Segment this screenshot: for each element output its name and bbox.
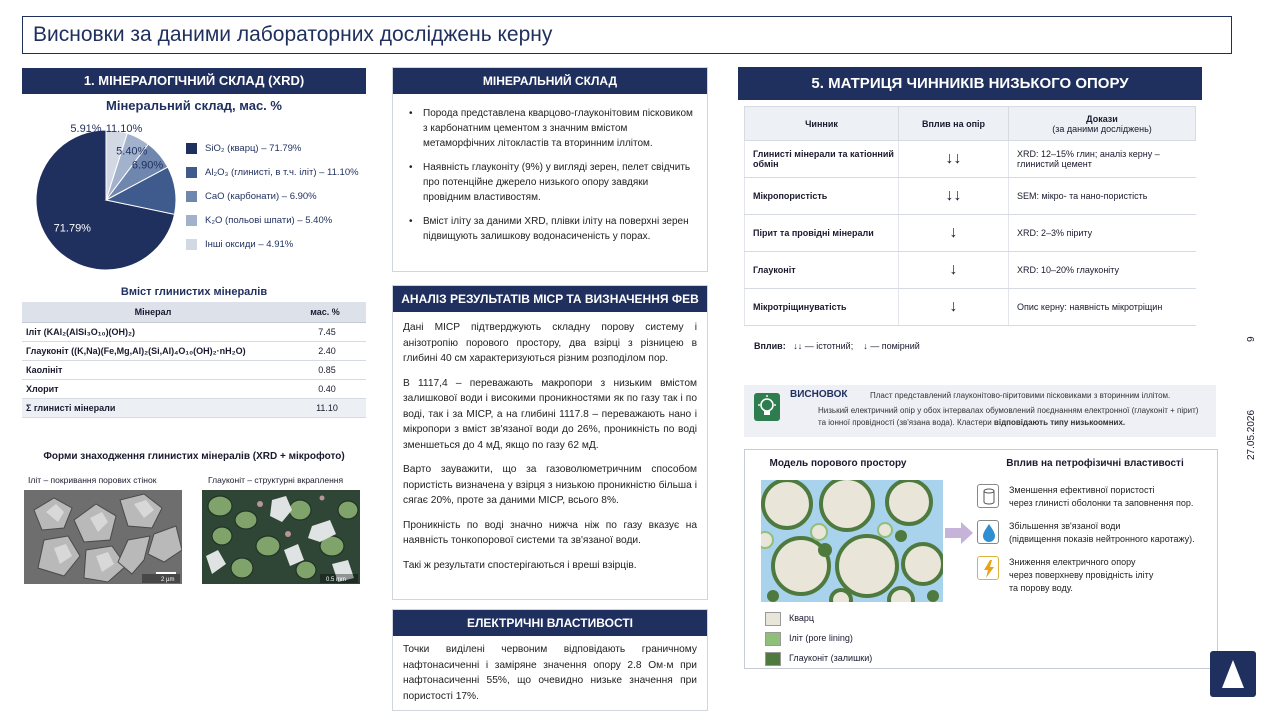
clay-value: 0.40 bbox=[284, 379, 366, 398]
forms-title: Форми знаходження глинистих мінералів (XRD + мікрофото) bbox=[43, 451, 345, 462]
effect-line: через поверхневу провідність іліту bbox=[1009, 570, 1154, 580]
matrix-col-impact: Вплив на опір bbox=[899, 107, 1009, 141]
electric-text: Точки виділені червоним відповідають граничному нафтонасиченні і заміряне значення опору 2.8 Ом·м при нафтонасиченні 55%, що очевидно низьке значення при пористості 17%. bbox=[403, 644, 697, 702]
legend-swatch bbox=[186, 239, 197, 250]
sem-photo-illite bbox=[24, 490, 182, 584]
xrd-header: 1. МІНЕРАЛОГІЧНИЙ СКЛАД (XRD) bbox=[22, 68, 366, 94]
effects-title: Вплив на петрофізичні властивості bbox=[1006, 458, 1184, 469]
table-row bbox=[745, 289, 1196, 326]
effect-line: Зниження електричного опору bbox=[1009, 557, 1136, 567]
clay-name: Σ глинисті мінерали bbox=[22, 398, 284, 417]
matrix-evidence: SEM: мікро- та нано-пористість bbox=[1009, 178, 1196, 215]
clay-title: Вміст глинистих мінералів bbox=[120, 286, 268, 298]
impact-legend-strong: ↓↓ — істотний; bbox=[793, 341, 854, 351]
list-item: • Вміст іліту за даними XRD, плівки іліту на поверхні зерен підвищують залишкову водонасиченість у порах. bbox=[403, 214, 693, 244]
key-label: Глауконіт (залишки) bbox=[789, 653, 873, 663]
pie-data-label: 6.90% bbox=[131, 159, 164, 172]
table-row bbox=[745, 178, 1196, 215]
table-row bbox=[745, 252, 1196, 289]
page-title: Висновки за даними лабораторних досліджень керну bbox=[33, 23, 553, 46]
micp-p3: Варто зауважити, що за газоволюметричним способом пористість визначена у взірця з низькою проникністю більша і сягає 20%, проте за даними MICP, всього 8%. bbox=[403, 464, 697, 506]
cylinder-icon bbox=[977, 484, 999, 508]
impact-legend bbox=[754, 341, 920, 351]
legend-label: CaO (карбонати) – 6.90% bbox=[205, 190, 317, 202]
matrix-factor: Мікропористість bbox=[745, 178, 899, 215]
caption-illite: Іліт – покривання порових стінок bbox=[28, 475, 157, 485]
matrix-evidence: XRD: 12–15% глин; аналіз керну – глинистий цемент bbox=[1009, 141, 1196, 178]
clay-col-mineral: Мінерал bbox=[22, 302, 284, 322]
pore-model-panel bbox=[744, 449, 1218, 669]
clay-col-mass: мас. % bbox=[284, 302, 366, 322]
effect-line: Збільшення зв'язаної води bbox=[1009, 521, 1121, 531]
legend-swatch bbox=[186, 191, 197, 202]
matrix-col-evidence bbox=[1009, 107, 1196, 141]
micp-p4: Проникність по воді значно нижча ніж по газу вказує на наявність тонкопорової системи та зв'язаної води. bbox=[403, 519, 697, 546]
scale-bar-label: 2 µm bbox=[161, 577, 175, 583]
legend-label: SiO₂ (кварц) – 71.79% bbox=[205, 142, 302, 154]
legend-item bbox=[186, 208, 371, 232]
table-row bbox=[22, 322, 366, 341]
conclusion-box bbox=[744, 385, 1216, 437]
table-row-sum bbox=[22, 398, 366, 417]
micp-p1: Дані MICP підтверджують складну порову систему і анізотропію порового простору, два взірці з різницею в глибині 40 см характеризуються різним розподілом пор. bbox=[403, 322, 697, 364]
page-title-frame bbox=[22, 16, 1232, 54]
list-item: • Порода представлена кварцово-глауконітовим пісковиком з карбонатним цементом з значним вмістом метаморфічних літокластів та вторинним іллітом. bbox=[403, 106, 693, 151]
mineral-panel bbox=[392, 67, 708, 272]
impact-arrow-icon: ↓↓ bbox=[899, 141, 1009, 178]
caption-glauconite: Глауконіт – структурні вкраплення bbox=[208, 475, 344, 485]
pie-data-label: 5.40% bbox=[116, 145, 148, 158]
matrix-col-factor: Чинник bbox=[745, 107, 899, 141]
legend-item bbox=[186, 160, 371, 184]
pore-model-title: Модель порового простору bbox=[769, 458, 907, 469]
legend-item bbox=[186, 232, 371, 256]
matrix-evidence: XRD: 2–3% піриту bbox=[1009, 215, 1196, 252]
clay-value: 2.40 bbox=[284, 341, 366, 360]
effect-line: через глинисті оболонки та заповнення пор. bbox=[1009, 498, 1194, 508]
legend-swatch bbox=[186, 143, 197, 154]
matrix-col-evidence-sub: (за даними досліджень) bbox=[1052, 123, 1152, 134]
legend-swatch bbox=[186, 167, 197, 178]
clay-name: Іліт (KAl₂(AlSi₃O₁₀)(OH)₂) bbox=[22, 322, 284, 341]
table-row bbox=[22, 360, 366, 379]
effect-bound-water bbox=[1009, 520, 1195, 546]
thin-section-photo-glauconite bbox=[202, 490, 360, 584]
list-item: • Наявність глауконіту (9%) у вигляді зерен, пелет свідчить про потенційне джерело низького опору завдяки провідним властивостям. bbox=[403, 160, 693, 205]
conclusion-title: ВИСНОВОК bbox=[790, 389, 848, 400]
conclusion-line3-a: та іонної провідності (зв'язана вода). Кластери bbox=[818, 418, 994, 427]
matrix-col-evidence-title: Докази bbox=[1086, 113, 1118, 124]
table-row bbox=[22, 379, 366, 398]
scale-bar-label: 0.5 mm bbox=[326, 577, 347, 583]
electric-panel bbox=[392, 609, 708, 711]
table-row bbox=[22, 341, 366, 360]
pie-data-label: 71.79% bbox=[53, 222, 91, 235]
pie-title: Мінеральний склад, мас. % bbox=[106, 98, 282, 113]
conclusion-line3-b: відповідають типу низькоомних. bbox=[993, 418, 1126, 427]
effect-line: та порову воду. bbox=[1009, 583, 1073, 593]
company-logo bbox=[1210, 651, 1256, 697]
legend-label: Al₂O₃ (глинисті, в т.ч. іліт) – 11.10% bbox=[205, 166, 359, 178]
pie-legend bbox=[186, 136, 371, 256]
clay-value: 0.85 bbox=[284, 360, 366, 379]
impact-arrow-icon: ↓↓ bbox=[899, 178, 1009, 215]
matrix-factor: Мікротріщинуватість bbox=[745, 289, 899, 326]
water-drop-icon bbox=[977, 520, 999, 544]
impact-arrow-icon: ↓ bbox=[899, 289, 1009, 326]
pore-space-diagram bbox=[761, 480, 943, 606]
pie-data-label: 11.10% bbox=[105, 123, 143, 135]
impact-legend-label: Вплив: bbox=[754, 341, 786, 351]
page-date: 27.05.2026 bbox=[1246, 409, 1257, 460]
legend-item bbox=[186, 136, 371, 160]
micp-panel bbox=[392, 285, 708, 600]
effect-line: Зменшення ефективної пористості bbox=[1009, 485, 1155, 495]
pie-data-label: 5.91% bbox=[70, 123, 102, 135]
table-row bbox=[745, 141, 1196, 178]
lightning-icon bbox=[977, 556, 999, 580]
key-label: Іліт (pore lining) bbox=[789, 633, 853, 643]
key-swatch-quartz bbox=[765, 612, 781, 626]
table-row bbox=[745, 215, 1196, 252]
impact-arrow-icon: ↓ bbox=[899, 252, 1009, 289]
clay-name: Каолініт bbox=[22, 360, 284, 379]
mineral-header: МІНЕРАЛЬНИЙ СКЛАД bbox=[393, 68, 707, 94]
clay-value: 11.10 bbox=[284, 398, 366, 417]
conclusion-line3 bbox=[818, 418, 1125, 427]
micp-p2: В 1117,4 – переважають макропори з низьким вмістом залишкової води і високими проникностями як по газу так і по воді, так і за MICP, а на глибині 1117.8 – переважають нано і мікропори з вміст зв'язаної води до 26%, проникність по воді зменшеться до 4 мД, якщо по газу 62 мД. bbox=[403, 377, 697, 451]
matrix-factor: Глинисті мінерали та катіонний обмін bbox=[745, 141, 899, 178]
conclusion-line2: Низький електричний опір у обох інтервалах обумовлений поєднанням електронної (глауконіт + пірит) bbox=[818, 406, 1199, 415]
conclusion-line1: Пласт представлений глауконітово-піритовими пісковиками з вторинним іллітом. bbox=[870, 391, 1171, 400]
micp-p5: Такі ж результати спостерігаються і вреші взірців. bbox=[403, 559, 637, 571]
electric-header: ЕЛЕКТРИЧНІ ВЛАСТИВОСТІ bbox=[393, 610, 707, 636]
model-key bbox=[745, 602, 945, 668]
key-swatch-glauconite bbox=[765, 652, 781, 666]
impact-arrow-icon: ↓ bbox=[899, 215, 1009, 252]
matrix-factor: Глауконіт bbox=[745, 252, 899, 289]
mineral-pie-chart bbox=[34, 118, 184, 274]
clay-name: Хлорит bbox=[22, 379, 284, 398]
effect-line: (підвищення показів нейтронного каротажу). bbox=[1009, 534, 1195, 544]
legend-swatch bbox=[186, 215, 197, 226]
legend-label: Інші оксиди – 4.91% bbox=[205, 238, 294, 250]
arrow-right-icon bbox=[945, 520, 975, 546]
clay-table bbox=[22, 302, 366, 418]
legend-item bbox=[186, 184, 371, 208]
divider bbox=[945, 450, 946, 600]
effect-resistivity bbox=[1009, 556, 1153, 595]
impact-legend-medium: ↓ — помірний bbox=[863, 341, 920, 351]
lightbulb-icon bbox=[754, 393, 780, 421]
key-swatch-illite bbox=[765, 632, 781, 646]
matrix-header: 5. МАТРИЦЯ ЧИННИКІВ НИЗЬКОГО ОПОРУ bbox=[738, 67, 1202, 100]
effect-porosity bbox=[1009, 484, 1193, 510]
micp-header: АНАЛІЗ РЕЗУЛЬТАТІВ MICP ТА ВИЗНАЧЕННЯ ФЕВ bbox=[393, 286, 707, 312]
matrix-evidence: Опис керну: наявність мікротріщин bbox=[1009, 289, 1196, 326]
factor-matrix-table bbox=[744, 106, 1196, 326]
mineral-bullets bbox=[393, 94, 707, 244]
matrix-evidence: XRD: 10–20% глауконіту bbox=[1009, 252, 1196, 289]
legend-label: K₂O (польові шпати) – 5.40% bbox=[205, 214, 333, 226]
clay-value: 7.45 bbox=[284, 322, 366, 341]
matrix-factor: Пірит та провідні мінерали bbox=[745, 215, 899, 252]
page-number: 9 bbox=[1246, 336, 1257, 342]
key-label: Кварц bbox=[789, 613, 815, 623]
clay-name: Глауконіт ((K,Na)(Fe,Mg,Al)₂(Si,Al)₄O₁₀(OH)₂·nH₂O) bbox=[22, 341, 284, 360]
